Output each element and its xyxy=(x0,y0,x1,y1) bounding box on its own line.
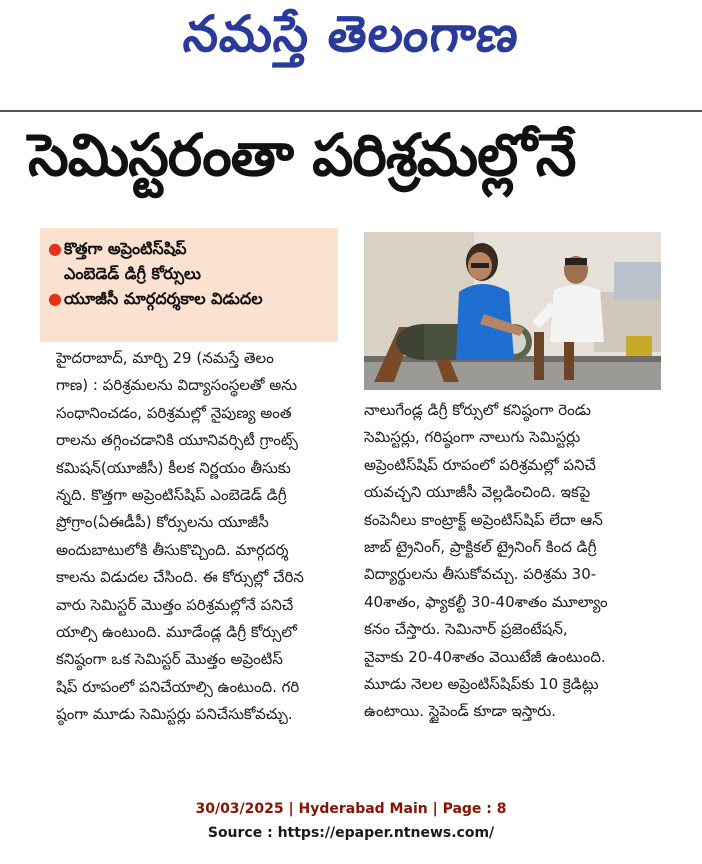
body-line: కమిషన్(యూజీసీ) కీలక నిర్ణయం తీసుకు xyxy=(56,458,291,477)
body-line: జాబ్ ట్రైనింగ్, ప్రాక్టికల్ ట్రైనింగ్ కింద డిగ్రీ xyxy=(364,538,597,557)
article-headline: సెమిస్టరంతా పరిశ్రమల్లోనే xyxy=(28,120,576,189)
source-link[interactable]: https://epaper.ntnews.com/ xyxy=(277,825,495,841)
body-line: కంపెనీలు కాంట్రాక్ట్ అప్రెంటిస్‌షిప్ లేదా ఆన్ xyxy=(364,510,603,529)
body-line: విద్యార్థులను తీసుకోవచ్చు. పరిశ్రమ 30- xyxy=(364,565,597,584)
body-line: 40శాతం, ఫ్యాకల్టీ 30-40శాతం మూల్యాం xyxy=(364,592,608,611)
body-line: రాలను తగ్గించడానికి యూనివర్సిటీ గ్రాంట్స్ xyxy=(56,431,298,450)
highlight-text-continued: ఎంబెడెడ్ డిగ్రీ కోర్సులు xyxy=(64,264,201,283)
footer-source xyxy=(0,821,702,845)
body-line: వారు సెమిస్టర్ మొత్తం పరిశ్రమల్లోనే పనిచే xyxy=(56,595,294,614)
bullet-icon: ● xyxy=(48,239,62,258)
bullet-icon: ● xyxy=(48,289,62,308)
body-line: గాణ) : పరిశ్రమలను విద్యాసంస్థలతో అను xyxy=(56,376,298,395)
article-body-right-column xyxy=(364,397,662,726)
body-line: హైదరాబాద్, మార్చి 29 (నమస్తే తెలం xyxy=(56,349,274,367)
highlight-text: కొత్తగా అప్రెంటిస్‌షిప్ xyxy=(64,239,187,258)
body-line: అందుబాటులోకి తీసుకొచ్చింది. మార్గదర్శ xyxy=(56,540,289,559)
body-line: మూడు నెలల అప్రెంటిస్‌షిప్‌కు 10 క్రెడిట్లు xyxy=(364,675,599,694)
body-line: సెమిస్టర్లు, గరిష్ఠంగా నాలుగు సెమిస్టర్లు xyxy=(364,428,581,447)
body-line: కాలను విడుదల చేసింది. ఈ కోర్సుల్లో చేరిన xyxy=(56,568,304,587)
body-line: వైవాకు 20-40శాతం వెయిటేజీ ఉంటుంది. xyxy=(364,647,606,666)
masthead-divider xyxy=(0,110,702,112)
body-line: కనం చేస్తారు. సెమినార్ ప్రజెంటేషన్, xyxy=(364,620,568,639)
body-line: యాల్సి ఉంటుంది. మూడేండ్ల డిగ్రీ కోర్సులో xyxy=(56,623,297,642)
highlights-box xyxy=(40,228,338,342)
body-line: నాలుగేండ్ల డిగ్రీ కోర్సులో కనిష్ఠంగా రెండు xyxy=(364,401,591,419)
body-line: న్నది. కొత్తగా అప్రెంటిస్‌షిప్ ఎంబెడెడ్ డిగ్రీ xyxy=(56,486,287,505)
body-line: అప్రెంటిస్‌షిప్ రూపంలో పరిశ్రమల్లో పనిచే xyxy=(364,455,596,474)
masthead xyxy=(0,0,702,80)
source-label: Source : xyxy=(207,825,278,841)
body-line: యవచ్చని యూజీసీ వెల్లడించింది. ఇకపై xyxy=(364,483,591,502)
footer-dateline: 30/03/2025 | Hyderabad Main | Page : 8 xyxy=(195,801,507,817)
article-body-left-column xyxy=(56,345,348,729)
body-line: ప్రోగ్రాం(ఏఈడీపీ) కోర్సులను యూజీసీ xyxy=(56,513,269,532)
highlight-text: యూజీసీ మార్గదర్శకాల విడుదల xyxy=(64,289,263,308)
masthead-title: నమస్తే తెలంగాణ xyxy=(180,4,523,63)
highlight-item xyxy=(48,286,330,311)
article-photo xyxy=(364,232,661,390)
highlight-item xyxy=(48,236,330,261)
body-line: షిప్ రూపంలో పనిచేయాల్సి ఉంటుంది. గరి xyxy=(56,677,300,696)
body-line: ష్ఠంగా మూడు సెమిస్టర్లు పనిచేసుకోవచ్చు. xyxy=(56,705,293,724)
body-line: కనిష్ఠంగా ఒక సెమిస్టర్ మొత్తం అప్రెంటిస్ xyxy=(56,650,283,669)
footer xyxy=(0,797,702,845)
body-line: ఉంటాయి. స్టైపెండ్ కూడా ఇస్తారు. xyxy=(364,702,557,721)
body-line: సంధానించడం, పరిశ్రమల్లో నైపుణ్య అంత xyxy=(56,403,292,422)
